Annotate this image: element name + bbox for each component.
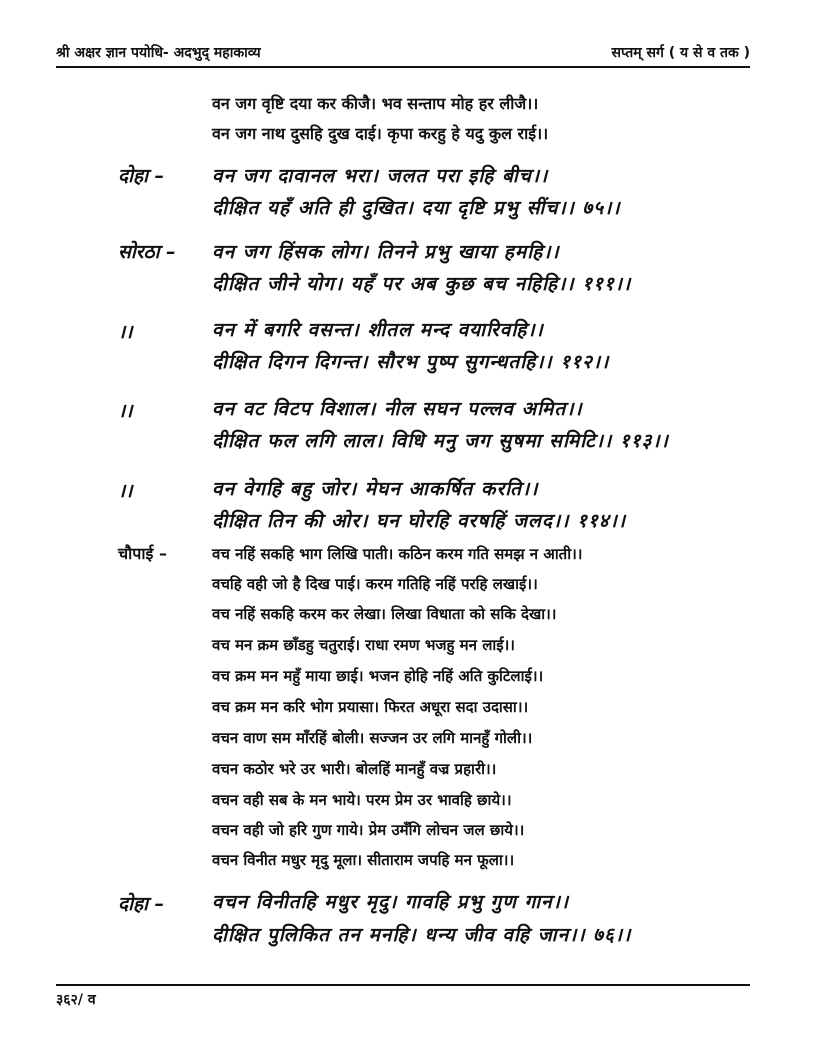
verse-line: वचन कठोर भरे उर भारी। बोलहिं मानहुँ वज्र प्रहारी।। [212,760,497,778]
stanza-label: ।। [118,480,133,502]
verse-line: वन जग नाथ दुसहि दुख दाई। कृपा करहु हे यदु कुल राई।। [212,124,549,143]
verse-line: वन में बगरि वसन्त। शीतल मन्द वयारिवहि।। [212,319,544,341]
header-chapter: सप्तम् सर्ग ( य से व तक ) [611,45,750,61]
verse-line: वचहि वही जो है दिख पाई। करम गतिहि नहिं परहि लखाई।। [212,575,538,593]
stanza-label: दोहा – [118,893,165,915]
verse-line: दीक्षित जीने योग। यहँ पर अब कुछ बच नहिहि।। १११।। [212,273,632,295]
page-header [56,36,750,68]
verse-line: वचन विनीतहि मधुर मृदु। गावहि प्रभु गुण गान।। [212,891,570,913]
stanza-label: ।। [118,321,133,343]
header-book-title: श्री अक्षर ज्ञान पयोधि- अदभुद् महाकाव्य [56,45,261,61]
verse-line: वचन वाण सम माँरहिं बोली। सज्जन उर लगि मानहुँ गोली।। [212,729,533,747]
verse-line: वचन विनीत मधुर मृदु मूला। सीताराम जपहि मन फूला।। [212,851,515,869]
verse-line: वन वेगहि बहु जोर। मेघन आकर्षित करति।। [212,478,539,500]
stanza-label: दोहा – [118,165,165,187]
stanza-label: ।। [118,400,133,422]
verse-line: वच क्रम मन करि भोग प्रयासा। फिरत अधूरा सदा उदासा।। [212,698,529,716]
verse-line: वच नहिं सकहि भाग लिखि पाती। कठिन करम गति समझ न आती।। [212,545,583,563]
verse-line: दीक्षित यहँ अति ही दुखित। दया दृष्टि प्रभु सींच।। ७५।। [212,197,621,219]
verse-line: दीक्षित पुलिकित तन मनहि। धन्य जीव वहि जान।। ७६।। [212,924,632,946]
stanza-label: चौपाई – [118,544,167,563]
footer-divider [56,984,750,986]
verse-line: वन जग वृष्टि दया कर कीजै। भव सन्ताप मोह हर लीजै।। [212,94,539,113]
page-number: ३६२/ व [56,992,96,1008]
verse-line: वन वट विटप विशाल। नील सघन पल्लव अमित।। [212,398,583,420]
verse-line: वचन वही जो हरि गुण गाये। प्रेम उमँगि लोचन जल छाये।। [212,821,525,839]
verse-line: दीक्षित दिगन दिगन्त। सौरभ पुष्प सुगन्धतहि।। ११२।। [212,351,610,373]
verse-line: वच नहिं सकहि करम कर लेखा। लिखा विधाता को सकि देखा।। [212,605,557,623]
verse-line: वच मन क्रम छाँडहु चतुराई। राधा रमण भजहु मन लाई।। [212,636,515,654]
verse-line: वन जग दावानल भरा। जलत परा इहि बीच।। [212,165,549,187]
stanza-label: सोरठा – [118,241,176,263]
verse-line: वन जग हिंसक लोग। तिनने प्रभु खाया हमहि।। [212,241,560,263]
verse-line: वच क्रम मन महुँ माया छाई। भजन होहि नहिं अति कुटिलाई।। [212,667,544,685]
verse-line: दीक्षित फल लगि लाल। विधि मनु जग सुषमा समिटि।। ११३।। [212,430,669,452]
verse-line: वचन वही सब के मन भाये। परम प्रेम उर भावहि छाये।। [212,791,512,809]
verse-line: दीक्षित तिन की ओर। घन घोरहि वरषहिं जलद।। ११४।। [212,510,627,532]
